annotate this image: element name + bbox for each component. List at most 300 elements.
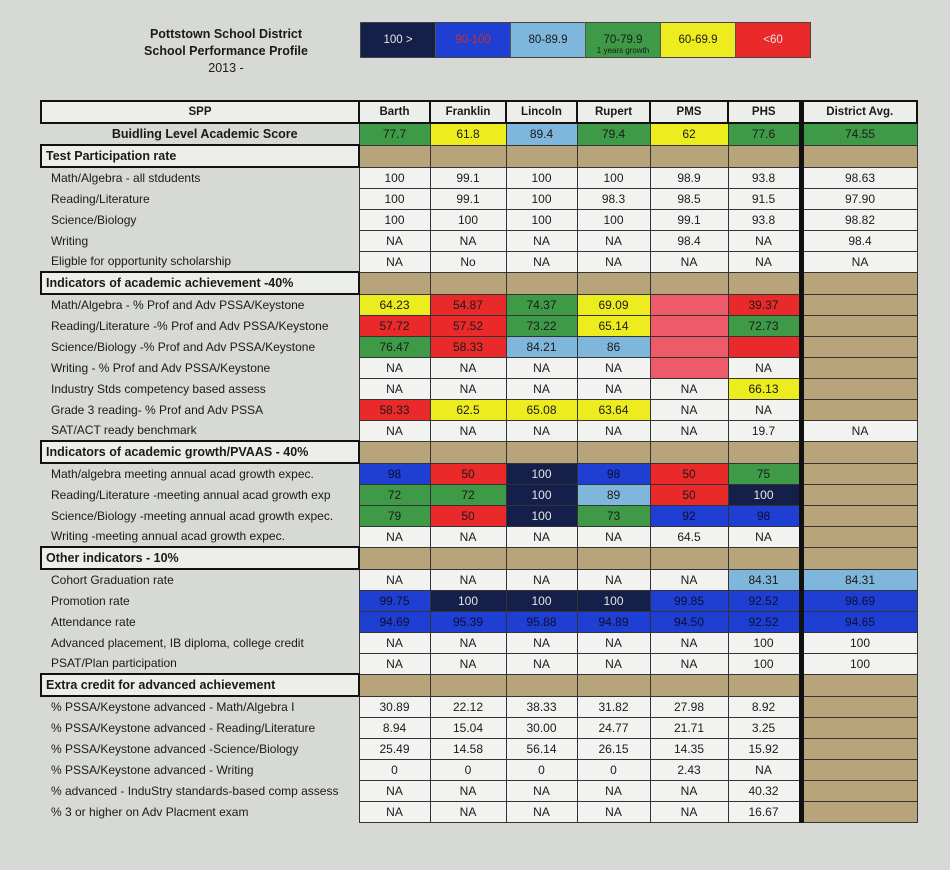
value-cell: 91.5 (728, 188, 801, 209)
section-fill-cell (506, 547, 577, 569)
district-score-cell: 74.55 (801, 123, 917, 145)
value-cell: 100 (577, 209, 650, 230)
value-cell: NA (359, 420, 430, 441)
table-row (41, 484, 917, 505)
row-label: Writing - % Prof and Adv PSSA/Keystone (51, 360, 271, 375)
value-cell: 100 (359, 188, 430, 209)
score-cell: 89.4 (506, 123, 577, 145)
value-cell: 65.08 (506, 399, 577, 420)
table-row (41, 463, 917, 484)
value-cell: 19.7 (728, 420, 801, 441)
value-cell: 92.52 (728, 611, 801, 632)
value-cell: 25.49 (359, 738, 430, 759)
district-cell (801, 759, 917, 780)
value-cell: 75 (728, 463, 801, 484)
district-cell: 84.31 (801, 569, 917, 590)
value-cell: 8.94 (359, 717, 430, 738)
legend-label: 70-79.9 (603, 34, 643, 46)
section-heading: Other indicators - 10% (41, 547, 359, 569)
row-label: Math/Algebra - % Prof and Adv PSSA/Keystone (51, 298, 305, 312)
score-row (41, 123, 917, 145)
section-fill-cell (801, 674, 917, 696)
district-cell: NA (801, 420, 917, 441)
value-cell: 8.92 (728, 696, 801, 717)
value-cell: 74.37 (506, 294, 577, 315)
value-cell: NA (650, 780, 728, 801)
value-cell: 15.92 (728, 738, 801, 759)
value-cell: NA (577, 378, 650, 399)
district-cell (801, 696, 917, 717)
value-cell: NA (728, 251, 801, 272)
value-cell: 72.73 (728, 315, 801, 336)
section-row (41, 441, 917, 463)
value-cell: 100 (430, 590, 506, 611)
legend-label: 100 > (383, 34, 413, 46)
table-row (41, 399, 917, 420)
value-cell: NA (577, 526, 650, 547)
value-cell: 58.33 (359, 399, 430, 420)
district-cell: 98.4 (801, 230, 917, 251)
value-cell: 27.98 (650, 696, 728, 717)
value-cell: 100 (506, 167, 577, 188)
section-fill-cell (359, 674, 430, 696)
value-cell: 0 (430, 759, 506, 780)
section-fill-cell (650, 441, 728, 463)
legend-swatch (736, 23, 810, 57)
value-cell: 54.87 (430, 294, 506, 315)
value-cell: 94.50 (650, 611, 728, 632)
section-heading: Extra credit for advanced achievement (41, 674, 359, 696)
value-cell: NA (359, 569, 430, 590)
row-label: Promotion rate (51, 593, 130, 608)
section-fill-cell (430, 547, 506, 569)
section-fill-cell (430, 441, 506, 463)
value-cell: NA (506, 801, 577, 822)
value-cell: NA (359, 230, 430, 251)
value-cell: 30.89 (359, 696, 430, 717)
district-cell (801, 526, 917, 547)
value-cell: NA (359, 780, 430, 801)
row-label: PSAT/Plan participation (51, 656, 177, 670)
value-cell: 0 (577, 759, 650, 780)
value-cell: 100 (359, 167, 430, 188)
value-cell: 98.9 (650, 167, 728, 188)
value-cell: NA (359, 653, 430, 674)
table-row (41, 801, 917, 822)
value-cell: 79 (359, 505, 430, 526)
column-header-school: Franklin (430, 101, 506, 123)
district-cell: 100 (801, 632, 917, 653)
score-cell: 62 (650, 123, 728, 145)
section-fill-cell (650, 272, 728, 294)
table-row (41, 696, 917, 717)
value-cell: 84.31 (728, 569, 801, 590)
row-label: SAT/ACT ready benchmark (51, 423, 197, 437)
row-label: Industry Stds competency based assess (51, 381, 266, 396)
legend-label: 90-100 (455, 34, 491, 46)
section-fill-cell (359, 547, 430, 569)
district-cell (801, 357, 917, 378)
district-cell: 98.69 (801, 590, 917, 611)
value-cell: No (430, 251, 506, 272)
value-cell: NA (359, 251, 430, 272)
section-fill-cell (430, 272, 506, 294)
district-cell: 98.82 (801, 209, 917, 230)
section-fill-cell (577, 145, 650, 167)
legend-sublabel: 1 years growth (596, 46, 650, 55)
value-cell: NA (577, 801, 650, 822)
value-cell: 86 (577, 336, 650, 357)
value-cell: 56.14 (506, 738, 577, 759)
section-heading: Indicators of academic growth/PVAAS - 40% (41, 441, 359, 463)
legend-swatch (436, 23, 511, 57)
row-label: Writing (51, 233, 89, 248)
value-cell: NA (650, 632, 728, 653)
section-fill-cell (728, 145, 801, 167)
section-fill-cell (359, 441, 430, 463)
legend-swatch (511, 23, 586, 57)
value-cell: NA (430, 632, 506, 653)
column-header-district: District Avg. (801, 101, 917, 123)
value-cell: 22.12 (430, 696, 506, 717)
district-cell (801, 505, 917, 526)
value-cell: 92.52 (728, 590, 801, 611)
table-row (41, 167, 917, 188)
section-fill-cell (801, 547, 917, 569)
section-fill-cell (359, 145, 430, 167)
district-cell: 98.63 (801, 167, 917, 188)
table-row (41, 230, 917, 251)
score-cell: 61.8 (430, 123, 506, 145)
value-cell: NA (430, 780, 506, 801)
value-cell: NA (506, 230, 577, 251)
district-cell: 94.65 (801, 611, 917, 632)
value-cell: 62.5 (430, 399, 506, 420)
value-cell: NA (430, 378, 506, 399)
row-label: Math/Algebra - all stdudents (51, 171, 201, 185)
row-label: Writing -meeting annual acad growth expec. (51, 529, 285, 543)
value-cell: NA (359, 526, 430, 547)
table-row (41, 780, 917, 801)
value-cell: 40.32 (728, 780, 801, 801)
value-cell: NA (430, 357, 506, 378)
row-label: Reading/Literature (51, 191, 150, 206)
value-cell: NA (728, 357, 801, 378)
value-cell: 99.1 (430, 188, 506, 209)
color-legend (360, 22, 811, 58)
value-cell: 99.85 (650, 590, 728, 611)
column-header-school: Rupert (577, 101, 650, 123)
column-header-school: Barth (359, 101, 430, 123)
value-cell: 98 (359, 463, 430, 484)
table-row (41, 420, 917, 441)
value-cell: NA (577, 569, 650, 590)
section-fill-cell (577, 272, 650, 294)
value-cell: NA (506, 653, 577, 674)
district-cell (801, 399, 917, 420)
section-fill-cell (728, 547, 801, 569)
value-cell: 31.82 (577, 696, 650, 717)
legend-label: 80-89.9 (528, 34, 568, 46)
value-cell: 100 (577, 590, 650, 611)
legend-swatch (661, 23, 736, 57)
value-cell: 98.5 (650, 188, 728, 209)
value-cell: 100 (430, 209, 506, 230)
value-cell: 73 (577, 505, 650, 526)
value-cell: 99.1 (650, 209, 728, 230)
section-fill-cell (506, 674, 577, 696)
value-cell: 57.72 (359, 315, 430, 336)
score-row-label: Buidling Level Academic Score (111, 127, 298, 141)
value-cell: NA (430, 420, 506, 441)
value-cell: 14.58 (430, 738, 506, 759)
row-label: Eligble for opportunity scholarship (51, 254, 232, 268)
value-cell: 65.14 (577, 315, 650, 336)
value-cell: 39.37 (728, 294, 801, 315)
section-fill-cell (728, 441, 801, 463)
value-cell: 76.47 (359, 336, 430, 357)
value-cell: 26.15 (577, 738, 650, 759)
row-label: Science/Biology -meeting annual acad growth expec. (51, 508, 334, 523)
value-cell: 24.77 (577, 717, 650, 738)
table-row (41, 357, 917, 378)
value-cell: 0 (506, 759, 577, 780)
column-header-school: Lincoln (506, 101, 577, 123)
row-label: Grade 3 reading- % Prof and Adv PSSA (51, 402, 264, 417)
value-cell: 99.75 (359, 590, 430, 611)
table-row (41, 294, 917, 315)
value-cell: 16.67 (728, 801, 801, 822)
section-fill-cell (650, 674, 728, 696)
legend-label: <60 (763, 34, 783, 46)
value-cell: NA (650, 420, 728, 441)
section-row (41, 674, 917, 696)
value-cell: 69.09 (577, 294, 650, 315)
value-cell: 0 (359, 759, 430, 780)
table-row (41, 590, 917, 611)
value-cell: NA (577, 632, 650, 653)
value-cell (650, 357, 728, 378)
score-cell: 79.4 (577, 123, 650, 145)
table-row (41, 336, 917, 357)
value-cell: NA (506, 357, 577, 378)
district-cell: NA (801, 251, 917, 272)
legend-label: 60-69.9 (678, 34, 718, 46)
value-cell: 57.52 (430, 315, 506, 336)
value-cell: NA (506, 632, 577, 653)
value-cell: 94.89 (577, 611, 650, 632)
section-row (41, 145, 917, 167)
value-cell: 50 (650, 484, 728, 505)
value-cell: 100 (506, 590, 577, 611)
value-cell: NA (650, 251, 728, 272)
section-fill-cell (506, 145, 577, 167)
value-cell: 93.8 (728, 209, 801, 230)
value-cell: NA (430, 526, 506, 547)
district-cell (801, 801, 917, 822)
value-cell: NA (650, 378, 728, 399)
table-row (41, 632, 917, 653)
value-cell: 38.33 (506, 696, 577, 717)
value-cell: 100 (359, 209, 430, 230)
value-cell: 98.4 (650, 230, 728, 251)
header-row (41, 101, 917, 123)
value-cell: 98 (728, 505, 801, 526)
value-cell: 64.23 (359, 294, 430, 315)
section-fill-cell (577, 547, 650, 569)
value-cell (650, 294, 728, 315)
value-cell: 63.64 (577, 399, 650, 420)
value-cell: 64.5 (650, 526, 728, 547)
row-label: % 3 or higher on Adv Placment exam (51, 804, 249, 819)
section-fill-cell (506, 272, 577, 294)
column-header-school: PMS (650, 101, 728, 123)
district-cell: 100 (801, 653, 917, 674)
value-cell: NA (506, 569, 577, 590)
value-cell: 3.25 (728, 717, 801, 738)
value-cell: NA (728, 759, 801, 780)
document-header (96, 26, 356, 77)
value-cell: NA (430, 653, 506, 674)
value-cell: 98.3 (577, 188, 650, 209)
value-cell: NA (728, 230, 801, 251)
value-cell: 84.21 (506, 336, 577, 357)
value-cell: 100 (728, 484, 801, 505)
value-cell: 50 (430, 505, 506, 526)
document-year: 2013 - (208, 61, 244, 75)
value-cell: NA (506, 526, 577, 547)
table-row (41, 315, 917, 336)
row-label: % advanced - InduStry standards-based comp assess (51, 783, 339, 798)
value-cell: 100 (577, 167, 650, 188)
value-cell: 92 (650, 505, 728, 526)
value-cell: 72 (430, 484, 506, 505)
section-fill-cell (430, 145, 506, 167)
value-cell: 2.43 (650, 759, 728, 780)
value-cell: 15.04 (430, 717, 506, 738)
district-cell (801, 378, 917, 399)
district-cell (801, 315, 917, 336)
value-cell (650, 315, 728, 336)
row-label: % PSSA/Keystone advanced - Math/Algebra I (51, 700, 295, 714)
table-row (41, 569, 917, 590)
table-row (41, 209, 917, 230)
row-label: Math/algebra meeting annual acad growth expec. (51, 467, 314, 481)
value-cell: NA (359, 357, 430, 378)
row-label: Cohort Graduation rate (51, 573, 174, 587)
value-cell: NA (577, 420, 650, 441)
legend-swatch (586, 23, 661, 57)
value-cell: 95.88 (506, 611, 577, 632)
legend-swatch (361, 23, 436, 57)
value-cell: NA (650, 399, 728, 420)
section-fill-cell (650, 547, 728, 569)
section-fill-cell (577, 674, 650, 696)
section-row (41, 272, 917, 294)
district-cell (801, 294, 917, 315)
value-cell: NA (359, 378, 430, 399)
score-cell: 77.7 (359, 123, 430, 145)
value-cell: 30.00 (506, 717, 577, 738)
value-cell: 100 (506, 209, 577, 230)
row-label: % PSSA/Keystone advanced - Reading/Literature (51, 720, 316, 735)
value-cell: 100 (506, 188, 577, 209)
value-cell: 100 (728, 653, 801, 674)
value-cell: 94.69 (359, 611, 430, 632)
value-cell: 93.8 (728, 167, 801, 188)
value-cell: NA (506, 780, 577, 801)
district-cell (801, 463, 917, 484)
performance-table (40, 100, 918, 823)
row-label: Reading/Literature -% Prof and Adv PSSA/Keystone (51, 318, 329, 333)
row-label: Advanced placement, IB diploma, college credit (51, 635, 304, 650)
section-fill-cell (728, 674, 801, 696)
score-cell: 77.6 (728, 123, 801, 145)
section-fill-cell (506, 441, 577, 463)
value-cell: 100 (506, 484, 577, 505)
value-cell: 58.33 (430, 336, 506, 357)
value-cell: NA (650, 653, 728, 674)
value-cell: 100 (506, 463, 577, 484)
value-cell: NA (577, 251, 650, 272)
document-title: School Performance Profile (144, 44, 308, 58)
section-fill-cell (650, 145, 728, 167)
value-cell: NA (506, 251, 577, 272)
district-cell (801, 717, 917, 738)
value-cell: NA (577, 653, 650, 674)
value-cell: 72 (359, 484, 430, 505)
value-cell: NA (650, 569, 728, 590)
value-cell: 50 (650, 463, 728, 484)
table-row (41, 653, 917, 674)
table-row (41, 505, 917, 526)
table-row (41, 611, 917, 632)
value-cell: 73.22 (506, 315, 577, 336)
value-cell: NA (506, 420, 577, 441)
value-cell: NA (359, 801, 430, 822)
value-cell: 99.1 (430, 167, 506, 188)
value-cell: 100 (728, 632, 801, 653)
table-row (41, 759, 917, 780)
value-cell: 100 (506, 505, 577, 526)
section-row (41, 547, 917, 569)
value-cell: NA (430, 230, 506, 251)
value-cell: 98 (577, 463, 650, 484)
section-fill-cell (430, 674, 506, 696)
row-label: % PSSA/Keystone advanced -Science/Biology (51, 741, 299, 756)
district-name: Pottstown School District (149, 27, 303, 41)
value-cell: NA (577, 357, 650, 378)
value-cell (728, 336, 801, 357)
value-cell: 95.39 (430, 611, 506, 632)
value-cell: 21.71 (650, 717, 728, 738)
table-row (41, 526, 917, 547)
value-cell: NA (728, 526, 801, 547)
district-cell (801, 780, 917, 801)
district-cell (801, 484, 917, 505)
row-label: Science/Biology -% Prof and Adv PSSA/Keystone (51, 339, 316, 354)
table-row (41, 717, 917, 738)
value-cell: 89 (577, 484, 650, 505)
value-cell: NA (359, 632, 430, 653)
value-cell: 50 (430, 463, 506, 484)
value-cell: NA (577, 230, 650, 251)
row-label: Reading/Literature -meeting annual acad growth exp (51, 487, 331, 502)
table-row (41, 738, 917, 759)
value-cell: 66.13 (728, 378, 801, 399)
table-row (41, 251, 917, 272)
value-cell: NA (430, 569, 506, 590)
